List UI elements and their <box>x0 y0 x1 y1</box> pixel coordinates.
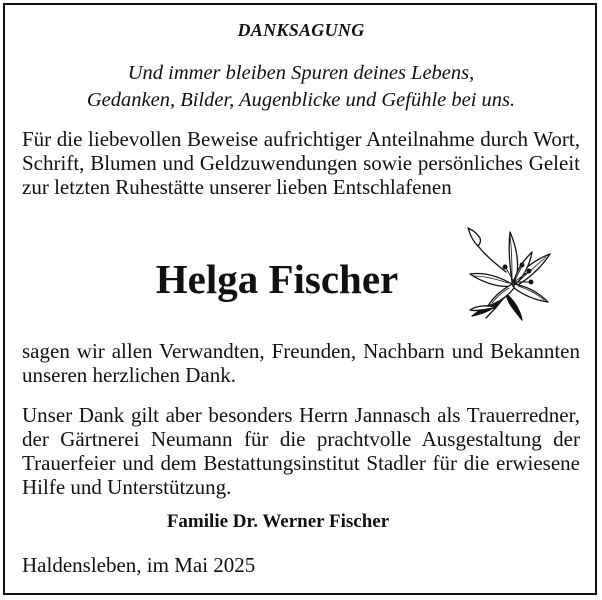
quote-line-2: Gedanken, Bilder, Augenblicke und Gefühle bei uns. <box>86 89 516 111</box>
family-signature: Familie Dr. Werner Fischer <box>166 511 390 532</box>
special-thanks-paragraph: Unser Dank gilt aber besonders Herrn Jannasch als Trauerredner, der Gärtnerei Neumann für die prachtvolle Ausgestaltung der Trauerfeier und dem Bestattungsinstitut Stadler für die erwiesene Hilfe und Unterstützung. <box>22 403 580 499</box>
lily-icon <box>462 226 554 322</box>
quote-line-1: Und immer bleiben Spuren deines Lebens, <box>127 62 475 84</box>
notice-heading: DANKSAGUNG <box>237 20 365 40</box>
intro-paragraph: Für die liebevollen Beweise aufrichtiger Anteilnahme durch Wort, Schrift, Blumen und Geldzuwendungen sowie persönliches Geleit zur letzten Ruhestätte unserer lieben Entschlafenen <box>22 127 580 199</box>
deceased-name: Helga Fischer <box>155 256 399 302</box>
place-and-date: Haldensleben, im Mai 2025 <box>22 553 256 577</box>
memorial-quote <box>0 60 602 114</box>
thanks-paragraph: sagen wir allen Verwandten, Freunden, Nachbarn und Bekannten unseren herzlichen Dank. <box>22 339 580 387</box>
